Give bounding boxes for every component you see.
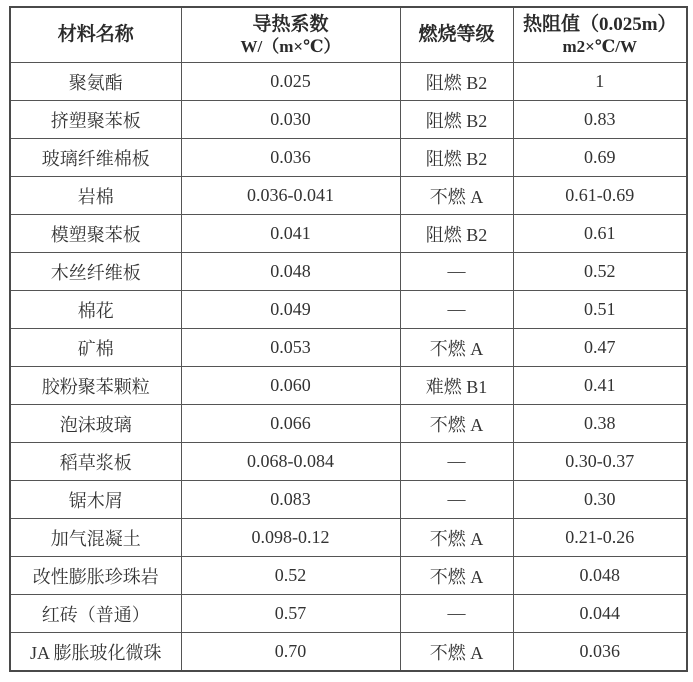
materials-table bbox=[9, 6, 688, 672]
table-cell: 加气混凝土 bbox=[10, 519, 181, 557]
table-cell: 0.70 bbox=[181, 633, 400, 672]
table-cell: 0.036-0.041 bbox=[181, 177, 400, 215]
table-cell: 0.52 bbox=[513, 253, 687, 291]
table-row bbox=[10, 139, 687, 177]
table-cell: 红砖（普通） bbox=[10, 595, 181, 633]
table-cell: 0.30 bbox=[513, 481, 687, 519]
table-cell: 0.041 bbox=[181, 215, 400, 253]
table-cell: 胶粉聚苯颗粒 bbox=[10, 367, 181, 405]
table-row bbox=[10, 177, 687, 215]
table-cell: 矿棉 bbox=[10, 329, 181, 367]
table-cell: 改性膨胀珍珠岩 bbox=[10, 557, 181, 595]
table-cell: 0.61 bbox=[513, 215, 687, 253]
table-cell: 锯木屑 bbox=[10, 481, 181, 519]
col-header-thermal-conductivity-unit: W/（m×℃） bbox=[240, 37, 341, 57]
table-cell: 0.21-0.26 bbox=[513, 519, 687, 557]
table-cell: 木丝纤维板 bbox=[10, 253, 181, 291]
col-header-combustion-grade bbox=[400, 7, 513, 63]
table-cell: 0.61-0.69 bbox=[513, 177, 687, 215]
table-row bbox=[10, 367, 687, 405]
table-row bbox=[10, 481, 687, 519]
table-cell: — bbox=[400, 291, 513, 329]
table-cell: 阻燃 B2 bbox=[400, 139, 513, 177]
col-header-thermal-resistance bbox=[513, 7, 687, 63]
table-cell: 不燃 A bbox=[400, 519, 513, 557]
table-row bbox=[10, 519, 687, 557]
table-row bbox=[10, 405, 687, 443]
table-cell: 0.048 bbox=[181, 253, 400, 291]
table-cell: — bbox=[400, 595, 513, 633]
table-cell: 阻燃 B2 bbox=[400, 63, 513, 101]
table-cell: 0.083 bbox=[181, 481, 400, 519]
table-cell: 0.044 bbox=[513, 595, 687, 633]
table-cell: — bbox=[400, 443, 513, 481]
table-cell: 0.41 bbox=[513, 367, 687, 405]
table-cell: 阻燃 B2 bbox=[400, 101, 513, 139]
table-cell: 0.52 bbox=[181, 557, 400, 595]
table-row bbox=[10, 253, 687, 291]
table-cell: 0.036 bbox=[513, 633, 687, 672]
table-row bbox=[10, 291, 687, 329]
table-cell: 0.036 bbox=[181, 139, 400, 177]
table-cell: 0.69 bbox=[513, 139, 687, 177]
table-row bbox=[10, 63, 687, 101]
table-cell: 0.83 bbox=[513, 101, 687, 139]
table-row bbox=[10, 633, 687, 672]
table-cell: 挤塑聚苯板 bbox=[10, 101, 181, 139]
table-cell: 模塑聚苯板 bbox=[10, 215, 181, 253]
table-cell: 0.066 bbox=[181, 405, 400, 443]
header-row bbox=[10, 7, 687, 63]
table-cell: 0.025 bbox=[181, 63, 400, 101]
table-cell: 0.049 bbox=[181, 291, 400, 329]
table-cell: 0.30-0.37 bbox=[513, 443, 687, 481]
col-header-material-name-label: 材料名称 bbox=[57, 24, 134, 46]
col-header-thermal-resistance-unit: m2×℃/W bbox=[562, 37, 637, 57]
table-cell: 0.068-0.084 bbox=[181, 443, 400, 481]
table-cell: 不燃 A bbox=[400, 405, 513, 443]
table-cell: 0.048 bbox=[513, 557, 687, 595]
table-cell: JA 膨胀玻化微珠 bbox=[10, 633, 181, 672]
col-header-thermal-conductivity-label: 导热系数 bbox=[252, 13, 329, 35]
table-cell: 0.030 bbox=[181, 101, 400, 139]
table-cell: 0.57 bbox=[181, 595, 400, 633]
table-cell: 棉花 bbox=[10, 291, 181, 329]
col-header-thermal-conductivity bbox=[181, 7, 400, 63]
table-cell: 玻璃纤维棉板 bbox=[10, 139, 181, 177]
table-cell: 阻燃 B2 bbox=[400, 215, 513, 253]
table-cell: 0.47 bbox=[513, 329, 687, 367]
table-row bbox=[10, 443, 687, 481]
table-cell: 0.38 bbox=[513, 405, 687, 443]
table-cell: — bbox=[400, 253, 513, 291]
table-cell: 0.053 bbox=[181, 329, 400, 367]
col-header-thermal-resistance-label: 热阻值（0.025m） bbox=[522, 13, 677, 35]
table-cell: 稻草浆板 bbox=[10, 443, 181, 481]
table-cell: — bbox=[400, 481, 513, 519]
table-cell: 不燃 A bbox=[400, 633, 513, 672]
table-row bbox=[10, 215, 687, 253]
table-row bbox=[10, 329, 687, 367]
table-row bbox=[10, 595, 687, 633]
table-cell: 0.51 bbox=[513, 291, 687, 329]
table-cell: 0.098-0.12 bbox=[181, 519, 400, 557]
table-cell: 0.060 bbox=[181, 367, 400, 405]
table-row bbox=[10, 101, 687, 139]
table-cell: 不燃 A bbox=[400, 177, 513, 215]
col-header-combustion-grade-label: 燃烧等级 bbox=[418, 24, 495, 46]
table-row bbox=[10, 557, 687, 595]
table-cell: 不燃 A bbox=[400, 557, 513, 595]
table-cell: 不燃 A bbox=[400, 329, 513, 367]
table-cell: 1 bbox=[513, 63, 687, 101]
col-header-material-name bbox=[10, 7, 181, 63]
table-cell: 难燃 B1 bbox=[400, 367, 513, 405]
table-cell: 聚氨酯 bbox=[10, 63, 181, 101]
table-cell: 岩棉 bbox=[10, 177, 181, 215]
table-cell: 泡沫玻璃 bbox=[10, 405, 181, 443]
